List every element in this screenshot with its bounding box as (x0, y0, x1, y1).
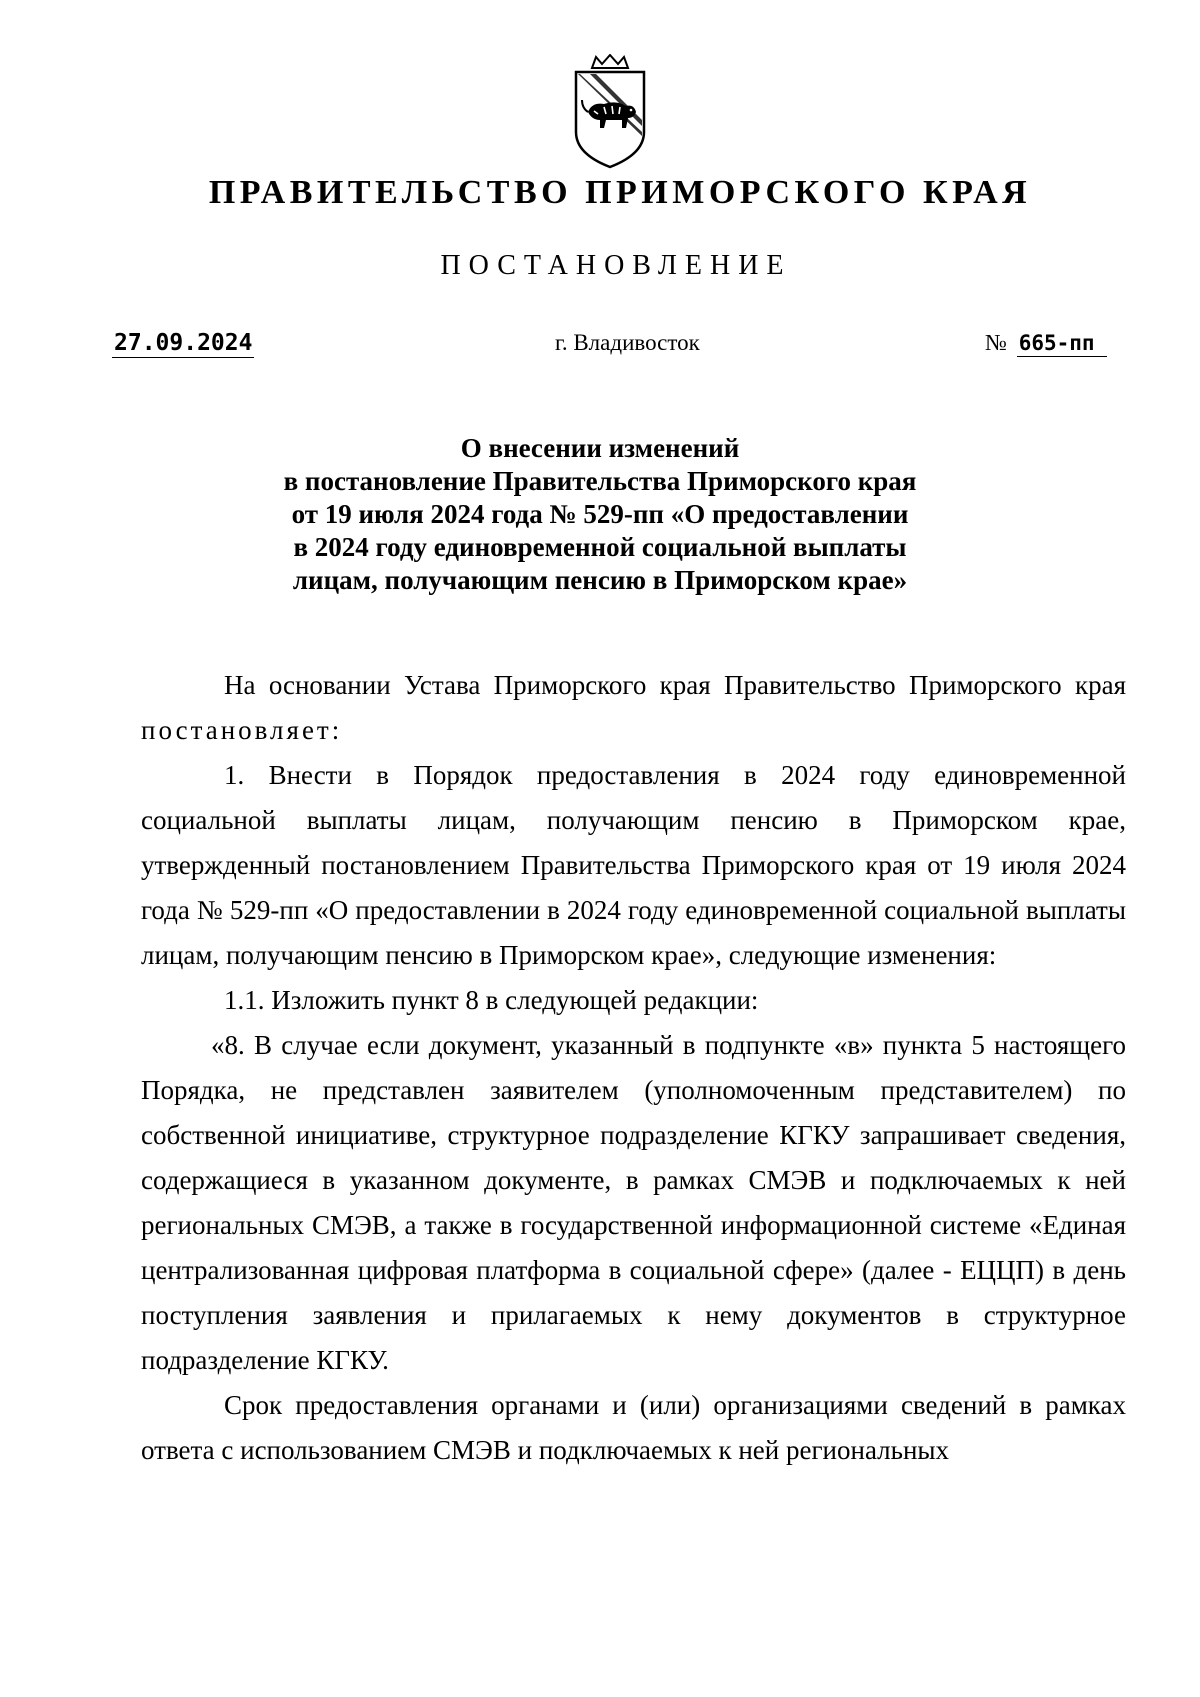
quoted-point-8-paragraph: «8. В случае если документ, указанный в подпункте «в» пункта 5 настоящего Порядка, не представлен заявителем (уполномоченным представителем) по собственной инициативе, структурное подразделение КГКУ запрашивает сведения, содержащиеся в указанном документе, в рамках СМЭВ и подключаемых к ней региональных СМЭВ, а также в государственной информационной системе «Единая централизованная цифровая платформа в социальной сфере» (далее - ЕЦЦП) в день поступления заявления и прилагаемых к нему документов в структурное подразделение КГКУ. (141, 1030, 1126, 1375)
document-city: г. Владивосток (555, 330, 700, 355)
item-1-paragraph: 1. Внести в Порядок предоставления в 2024 году единовременной социальной выплаты лицам, получающим пенсию в Приморском крае, утвержденный постановлением Правительства Приморского края от 19 июля 2024 года № 529-пп «О предоставлении в 2024 году единовременной социальной выплаты лицам, получающим пенсию в Приморском крае», следующие изменения: (141, 760, 1126, 970)
coat-of-arms-emblem (570, 54, 650, 170)
item-1-1-paragraph: 1.1. Изложить пункт 8 в следующей редакции: (224, 985, 759, 1015)
organization-title: ПРАВИТЕЛЬСТВО ПРИМОРСКОГО КРАЯ (208, 174, 1032, 211)
number-sign: № (985, 330, 1007, 355)
document-type: ПОСТАНОВЛЕНИЕ (440, 250, 792, 281)
subject-line: в 2024 году единовременной социальной выплаты (293, 532, 907, 562)
preamble-paragraph (141, 663, 1126, 753)
preamble-text: На основании Устава Приморского края Правительство Приморского края (224, 670, 1126, 700)
document-date: 27.09.2024 (114, 330, 253, 356)
document-meta-row (0, 330, 1200, 370)
document-number-block (985, 330, 1107, 357)
document-number: 665-пп (1017, 331, 1107, 357)
document-subject (150, 432, 1050, 597)
document-body (141, 663, 1126, 1473)
subject-line: от 19 июля 2024 года № 529-пп «О предоставлении (291, 499, 909, 529)
term-paragraph: Срок предоставления органами и (или) организациями сведений в рамках ответа с использованием СМЭВ и подключаемых к ней региональных (141, 1390, 1126, 1465)
subject-line: в постановление Правительства Приморского края (283, 466, 917, 496)
subject-line: лицам, получающим пенсию в Приморском крае» (292, 565, 908, 595)
subject-line: О внесении изменений (460, 433, 740, 463)
preamble-verb: постановляет: (141, 715, 343, 745)
